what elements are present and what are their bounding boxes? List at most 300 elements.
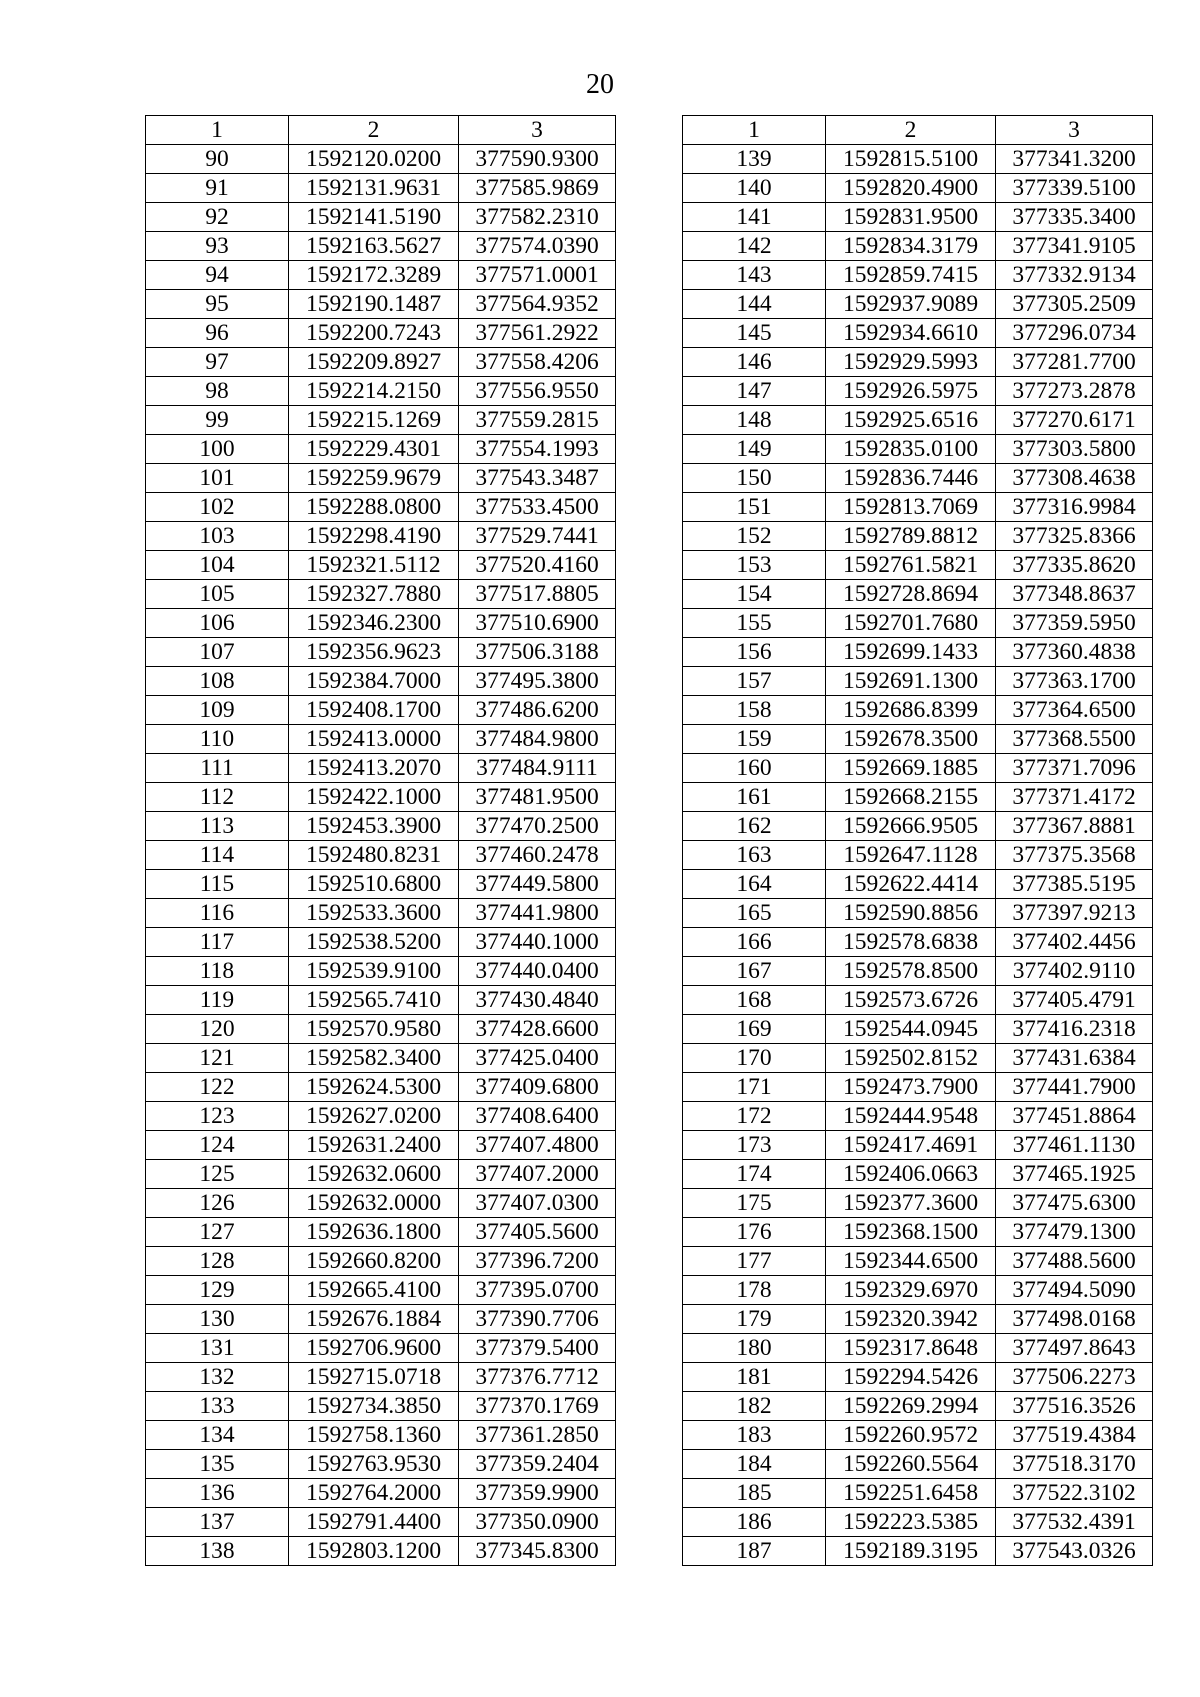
table-row [146,1247,616,1276]
coordinate-x-cell: 1592120.0200 [289,145,459,174]
coordinate-y-cell: 377296.0734 [996,319,1153,348]
coordinate-y-cell: 377361.2850 [459,1421,616,1450]
coordinate-y-cell: 377371.7096 [996,754,1153,783]
coordinate-y-cell: 377470.2500 [459,812,616,841]
coordinate-x-cell: 1592190.1487 [289,290,459,319]
coordinate-y-cell: 377281.7700 [996,348,1153,377]
table-row [146,754,616,783]
coordinate-y-cell: 377479.1300 [996,1218,1153,1247]
coordinate-x-cell: 1592734.3850 [289,1392,459,1421]
point-number-cell: 97 [146,348,289,377]
coordinate-x-cell: 1592570.9580 [289,1015,459,1044]
coordinate-x-cell: 1592413.2070 [289,754,459,783]
point-number-cell: 90 [146,145,289,174]
coordinate-y-cell: 377341.3200 [996,145,1153,174]
coordinate-x-cell: 1592327.7880 [289,580,459,609]
table-row [146,1508,616,1537]
point-number-cell: 110 [146,725,289,754]
coordinate-y-cell: 377341.9105 [996,232,1153,261]
table-row [146,1276,616,1305]
table-row [683,841,1153,870]
coordinate-y-cell: 377451.8864 [996,1102,1153,1131]
coordinate-y-cell: 377440.0400 [459,957,616,986]
table-header-row [683,116,1153,145]
point-number-cell: 142 [683,232,826,261]
table-row [683,1479,1153,1508]
point-number-cell: 111 [146,754,289,783]
point-number-cell: 128 [146,1247,289,1276]
point-number-cell: 107 [146,638,289,667]
coordinate-y-cell: 377405.5600 [459,1218,616,1247]
table-row [146,957,616,986]
point-number-cell: 93 [146,232,289,261]
coordinate-y-cell: 377440.1000 [459,928,616,957]
coordinate-y-cell: 377484.9800 [459,725,616,754]
table-row [146,435,616,464]
point-number-cell: 154 [683,580,826,609]
table-row [683,261,1153,290]
coordinate-y-cell: 377308.4638 [996,464,1153,493]
point-number-cell: 165 [683,899,826,928]
table-row [683,145,1153,174]
point-number-cell: 135 [146,1450,289,1479]
point-number-cell: 147 [683,377,826,406]
point-number-cell: 155 [683,609,826,638]
coordinate-x-cell: 1592622.4414 [826,870,996,899]
coordinate-y-cell: 377585.9869 [459,174,616,203]
coordinate-y-cell: 377409.6800 [459,1073,616,1102]
coordinate-y-cell: 377350.0900 [459,1508,616,1537]
table-row [683,464,1153,493]
coordinate-y-cell: 377564.9352 [459,290,616,319]
point-number-cell: 186 [683,1508,826,1537]
point-number-cell: 138 [146,1537,289,1566]
coordinate-y-cell: 377460.2478 [459,841,616,870]
point-number-cell: 140 [683,174,826,203]
table-row [146,783,616,812]
point-number-cell: 118 [146,957,289,986]
column-header: 3 [459,116,616,145]
table-row [683,1044,1153,1073]
coordinate-x-cell: 1592706.9600 [289,1334,459,1363]
coordinate-y-cell: 377345.8300 [459,1537,616,1566]
coordinate-x-cell: 1592209.8927 [289,348,459,377]
coordinate-x-cell: 1592413.0000 [289,725,459,754]
coordinate-x-cell: 1592578.6838 [826,928,996,957]
coordinate-x-cell: 1592668.2155 [826,783,996,812]
coordinate-x-cell: 1592937.9089 [826,290,996,319]
coordinate-x-cell: 1592831.9500 [826,203,996,232]
table-row [683,1189,1153,1218]
coordinate-y-cell: 377273.2878 [996,377,1153,406]
point-number-cell: 127 [146,1218,289,1247]
point-number-cell: 171 [683,1073,826,1102]
table-row [683,522,1153,551]
coordinate-x-cell: 1592406.0663 [826,1160,996,1189]
table-row [146,290,616,319]
point-number-cell: 145 [683,319,826,348]
coordinate-y-cell: 377519.4384 [996,1421,1153,1450]
coordinate-y-cell: 377397.9213 [996,899,1153,928]
coordinate-y-cell: 377416.2318 [996,1015,1153,1044]
coordinate-x-cell: 1592665.4100 [289,1276,459,1305]
coordinate-y-cell: 377370.1769 [459,1392,616,1421]
coordinate-y-cell: 377498.0168 [996,1305,1153,1334]
table-row [683,1508,1153,1537]
table-row [146,1189,616,1218]
coordinate-x-cell: 1592346.2300 [289,609,459,638]
point-number-cell: 162 [683,812,826,841]
point-number-cell: 152 [683,522,826,551]
point-number-cell: 133 [146,1392,289,1421]
point-number-cell: 114 [146,841,289,870]
table-row [146,406,616,435]
table-row [683,609,1153,638]
coordinate-y-cell: 377484.9111 [459,754,616,783]
coordinate-x-cell: 1592764.2000 [289,1479,459,1508]
point-number-cell: 106 [146,609,289,638]
coordinates-table-left [145,115,616,1566]
table-row [683,1305,1153,1334]
coordinate-x-cell: 1592660.8200 [289,1247,459,1276]
table-row [683,986,1153,1015]
point-number-cell: 182 [683,1392,826,1421]
coordinate-y-cell: 377396.7200 [459,1247,616,1276]
coordinate-y-cell: 377556.9550 [459,377,616,406]
point-number-cell: 115 [146,870,289,899]
table-row [146,551,616,580]
coordinate-x-cell: 1592294.5426 [826,1363,996,1392]
table-row [146,522,616,551]
coordinate-x-cell: 1592384.7000 [289,667,459,696]
table-row [683,1015,1153,1044]
table-row [683,1218,1153,1247]
coordinate-y-cell: 377335.8620 [996,551,1153,580]
coordinate-y-cell: 377379.5400 [459,1334,616,1363]
point-number-cell: 108 [146,667,289,696]
table-row [146,870,616,899]
coordinate-x-cell: 1592691.1300 [826,667,996,696]
coordinate-x-cell: 1592200.7243 [289,319,459,348]
coordinate-x-cell: 1592728.8694 [826,580,996,609]
coordinate-x-cell: 1592269.2994 [826,1392,996,1421]
table-row [146,696,616,725]
point-number-cell: 98 [146,377,289,406]
coordinate-x-cell: 1592632.0600 [289,1160,459,1189]
point-number-cell: 177 [683,1247,826,1276]
point-number-cell: 136 [146,1479,289,1508]
point-number-cell: 157 [683,667,826,696]
table-row [683,348,1153,377]
table-row [146,1305,616,1334]
column-header: 2 [289,116,459,145]
coordinate-y-cell: 377465.1925 [996,1160,1153,1189]
point-number-cell: 125 [146,1160,289,1189]
coordinate-x-cell: 1592565.7410 [289,986,459,1015]
coordinate-x-cell: 1592502.8152 [826,1044,996,1073]
point-number-cell: 144 [683,290,826,319]
table-row [146,1450,616,1479]
coordinate-y-cell: 377522.3102 [996,1479,1153,1508]
point-number-cell: 112 [146,783,289,812]
coordinate-x-cell: 1592172.3289 [289,261,459,290]
table-row [146,493,616,522]
coordinate-x-cell: 1592647.1128 [826,841,996,870]
coordinate-x-cell: 1592836.7446 [826,464,996,493]
coordinate-y-cell: 377359.5950 [996,609,1153,638]
table-row [683,957,1153,986]
coordinate-y-cell: 377518.3170 [996,1450,1153,1479]
table-row [683,174,1153,203]
coordinate-y-cell: 377360.4838 [996,638,1153,667]
table-row [683,1276,1153,1305]
table-row [683,232,1153,261]
coordinate-y-cell: 377305.2509 [996,290,1153,319]
point-number-cell: 132 [146,1363,289,1392]
point-number-cell: 101 [146,464,289,493]
coordinate-x-cell: 1592223.5385 [826,1508,996,1537]
coordinate-y-cell: 377441.9800 [459,899,616,928]
coordinate-x-cell: 1592678.3500 [826,725,996,754]
table-row [146,928,616,957]
point-number-cell: 169 [683,1015,826,1044]
table-row [146,1102,616,1131]
table-row [683,1537,1153,1566]
table-row [146,348,616,377]
coordinate-y-cell: 377405.4791 [996,986,1153,1015]
point-number-cell: 91 [146,174,289,203]
coordinate-x-cell: 1592789.8812 [826,522,996,551]
table-row [146,1479,616,1508]
table-row [683,812,1153,841]
column-header: 1 [683,116,826,145]
coordinate-y-cell: 377561.2922 [459,319,616,348]
coordinate-x-cell: 1592260.9572 [826,1421,996,1450]
table-row [683,1131,1153,1160]
coordinate-x-cell: 1592686.8399 [826,696,996,725]
coordinate-y-cell: 377516.3526 [996,1392,1153,1421]
table-row [683,725,1153,754]
coordinate-y-cell: 377270.6171 [996,406,1153,435]
point-number-cell: 150 [683,464,826,493]
coordinate-x-cell: 1592189.3195 [826,1537,996,1566]
point-number-cell: 184 [683,1450,826,1479]
coordinate-x-cell: 1592229.4301 [289,435,459,464]
coordinate-x-cell: 1592582.3400 [289,1044,459,1073]
point-number-cell: 167 [683,957,826,986]
point-number-cell: 174 [683,1160,826,1189]
table-row [683,928,1153,957]
coordinate-x-cell: 1592163.5627 [289,232,459,261]
point-number-cell: 134 [146,1421,289,1450]
coordinate-x-cell: 1592632.0000 [289,1189,459,1218]
table-row [146,841,616,870]
point-number-cell: 153 [683,551,826,580]
table-row [146,1537,616,1566]
coordinate-y-cell: 377461.1130 [996,1131,1153,1160]
point-number-cell: 96 [146,319,289,348]
coordinate-x-cell: 1592627.0200 [289,1102,459,1131]
coordinate-y-cell: 377375.3568 [996,841,1153,870]
coordinate-x-cell: 1592260.5564 [826,1450,996,1479]
table-row [683,1102,1153,1131]
coordinate-x-cell: 1592815.5100 [826,145,996,174]
coordinate-x-cell: 1592590.8856 [826,899,996,928]
point-number-cell: 175 [683,1189,826,1218]
coordinate-y-cell: 377339.5100 [996,174,1153,203]
table-row [146,1421,616,1450]
coordinate-x-cell: 1592141.5190 [289,203,459,232]
point-number-cell: 117 [146,928,289,957]
point-number-cell: 119 [146,986,289,1015]
coordinate-y-cell: 377303.5800 [996,435,1153,464]
coordinate-y-cell: 377510.6900 [459,609,616,638]
coordinate-y-cell: 377332.9134 [996,261,1153,290]
coordinate-x-cell: 1592676.1884 [289,1305,459,1334]
table-row [683,319,1153,348]
table-row [146,1015,616,1044]
table-row [683,754,1153,783]
coordinate-y-cell: 377316.9984 [996,493,1153,522]
point-number-cell: 183 [683,1421,826,1450]
coordinate-x-cell: 1592480.8231 [289,841,459,870]
coordinate-x-cell: 1592344.6500 [826,1247,996,1276]
coordinate-x-cell: 1592298.4190 [289,522,459,551]
coordinate-y-cell: 377590.9300 [459,145,616,174]
point-number-cell: 120 [146,1015,289,1044]
point-number-cell: 158 [683,696,826,725]
table-row [146,986,616,1015]
point-number-cell: 116 [146,899,289,928]
coordinate-y-cell: 377481.9500 [459,783,616,812]
column-header: 3 [996,116,1153,145]
coordinate-y-cell: 377402.9110 [996,957,1153,986]
coordinate-x-cell: 1592926.5975 [826,377,996,406]
point-number-cell: 137 [146,1508,289,1537]
coordinate-x-cell: 1592934.6610 [826,319,996,348]
table-row [683,406,1153,435]
table-row [146,377,616,406]
coordinate-y-cell: 377520.4160 [459,551,616,580]
coordinate-y-cell: 377571.0001 [459,261,616,290]
table-row [146,609,616,638]
table-row [683,899,1153,928]
point-number-cell: 187 [683,1537,826,1566]
table-row [683,290,1153,319]
coordinate-x-cell: 1592761.5821 [826,551,996,580]
coordinate-y-cell: 377441.7900 [996,1073,1153,1102]
table-row [683,783,1153,812]
coordinate-y-cell: 377335.3400 [996,203,1153,232]
coordinate-y-cell: 377582.2310 [459,203,616,232]
point-number-cell: 159 [683,725,826,754]
coordinate-x-cell: 1592859.7415 [826,261,996,290]
coordinate-x-cell: 1592624.5300 [289,1073,459,1102]
coordinate-y-cell: 377559.2815 [459,406,616,435]
coordinate-x-cell: 1592321.5112 [289,551,459,580]
coordinate-x-cell: 1592666.9505 [826,812,996,841]
coordinate-y-cell: 377449.5800 [459,870,616,899]
point-number-cell: 126 [146,1189,289,1218]
coordinate-y-cell: 377497.8643 [996,1334,1153,1363]
point-number-cell: 124 [146,1131,289,1160]
coordinate-y-cell: 377532.4391 [996,1508,1153,1537]
point-number-cell: 173 [683,1131,826,1160]
coordinate-y-cell: 377431.6384 [996,1044,1153,1073]
coordinate-y-cell: 377554.1993 [459,435,616,464]
coordinate-y-cell: 377348.8637 [996,580,1153,609]
point-number-cell: 180 [683,1334,826,1363]
table-row [146,1363,616,1392]
point-number-cell: 151 [683,493,826,522]
coordinate-x-cell: 1592763.9530 [289,1450,459,1479]
point-number-cell: 139 [683,145,826,174]
coordinate-y-cell: 377533.4500 [459,493,616,522]
point-number-cell: 149 [683,435,826,464]
coordinate-x-cell: 1592701.7680 [826,609,996,638]
coordinate-y-cell: 377558.4206 [459,348,616,377]
coordinate-x-cell: 1592131.9631 [289,174,459,203]
point-number-cell: 163 [683,841,826,870]
point-number-cell: 141 [683,203,826,232]
table-row [146,1160,616,1189]
coordinate-x-cell: 1592251.6458 [826,1479,996,1508]
coordinate-y-cell: 377376.7712 [459,1363,616,1392]
coordinate-x-cell: 1592453.3900 [289,812,459,841]
coordinate-y-cell: 377430.4840 [459,986,616,1015]
coordinate-x-cell: 1592803.1200 [289,1537,459,1566]
coordinate-y-cell: 377368.5500 [996,725,1153,754]
coordinate-x-cell: 1592791.4400 [289,1508,459,1537]
point-number-cell: 105 [146,580,289,609]
coordinate-y-cell: 377364.6500 [996,696,1153,725]
point-number-cell: 178 [683,1276,826,1305]
table-row [146,812,616,841]
page-number: 20 [586,69,614,100]
table-row [146,580,616,609]
point-number-cell: 104 [146,551,289,580]
coordinate-x-cell: 1592259.9679 [289,464,459,493]
table-row [683,551,1153,580]
point-number-cell: 160 [683,754,826,783]
coordinate-x-cell: 1592538.5200 [289,928,459,957]
coordinate-x-cell: 1592329.6970 [826,1276,996,1305]
table-row [683,435,1153,464]
table-row [146,1073,616,1102]
coordinate-y-cell: 377475.6300 [996,1189,1153,1218]
table-row [146,1131,616,1160]
table-row [146,667,616,696]
coordinate-y-cell: 377543.3487 [459,464,616,493]
table-row [683,580,1153,609]
coordinate-x-cell: 1592408.1700 [289,696,459,725]
table-row [683,1334,1153,1363]
point-number-cell: 181 [683,1363,826,1392]
point-number-cell: 143 [683,261,826,290]
coordinate-x-cell: 1592417.4691 [826,1131,996,1160]
coordinate-y-cell: 377408.6400 [459,1102,616,1131]
coordinate-x-cell: 1592544.0945 [826,1015,996,1044]
coordinate-x-cell: 1592320.3942 [826,1305,996,1334]
table-row [146,232,616,261]
table-row [683,1421,1153,1450]
coordinate-x-cell: 1592578.8500 [826,957,996,986]
point-number-cell: 185 [683,1479,826,1508]
point-number-cell: 148 [683,406,826,435]
coordinate-x-cell: 1592215.1269 [289,406,459,435]
table-row [683,1160,1153,1189]
coordinate-y-cell: 377359.9900 [459,1479,616,1508]
